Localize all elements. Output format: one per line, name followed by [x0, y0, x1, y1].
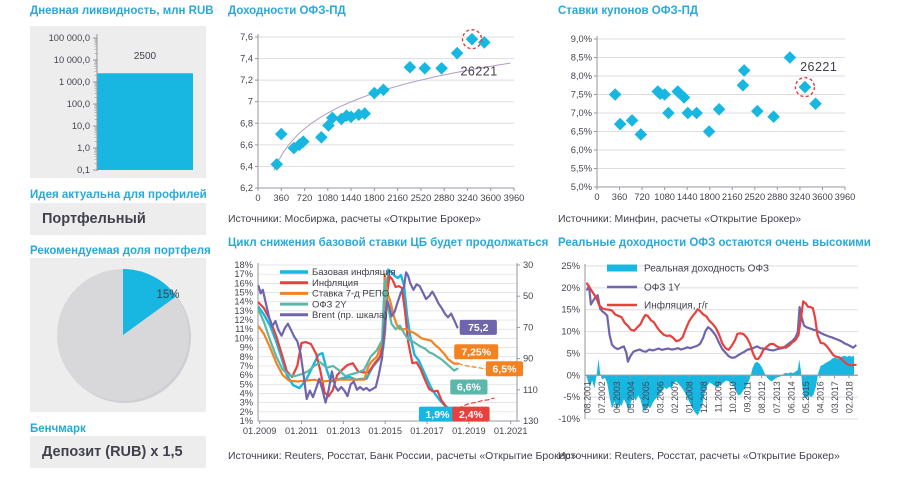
- svg-text:2880: 2880: [433, 193, 455, 203]
- svg-text:70: 70: [523, 322, 534, 333]
- svg-text:-5%: -5%: [563, 392, 580, 403]
- svg-text:01.2013: 01.2013: [326, 426, 361, 436]
- svg-text:10%: 10%: [234, 333, 253, 344]
- svg-text:05.2015: 05.2015: [800, 381, 811, 414]
- svg-text:Реальная доходность ОФЗ: Реальная доходность ОФЗ: [644, 263, 770, 275]
- svg-text:2500: 2500: [133, 51, 157, 62]
- svg-text:06.2003: 06.2003: [611, 381, 622, 414]
- share-chart-title: Рекомендуемая доля портфеля: [30, 245, 211, 257]
- svg-text:3960: 3960: [834, 192, 856, 202]
- svg-text:5%: 5%: [239, 379, 253, 390]
- svg-text:7,2: 7,2: [240, 75, 253, 86]
- svg-text:360: 360: [273, 193, 290, 203]
- svg-text:1800: 1800: [699, 192, 721, 202]
- svg-text:1080: 1080: [317, 193, 339, 203]
- svg-text:04.2005: 04.2005: [640, 381, 651, 414]
- svg-text:4%: 4%: [239, 388, 253, 399]
- svg-text:01.2011: 01.2011: [285, 426, 318, 436]
- svg-text:6,5%: 6,5%: [492, 363, 517, 376]
- svg-text:1440: 1440: [676, 192, 698, 202]
- svg-text:16%: 16%: [234, 278, 253, 289]
- svg-text:07.2013: 07.2013: [771, 381, 782, 414]
- svg-text:10,0: 10,0: [71, 121, 90, 131]
- svg-text:Инфляция: Инфляция: [312, 277, 359, 289]
- svg-text:06.2014: 06.2014: [786, 381, 797, 414]
- svg-text:08.2012: 08.2012: [757, 381, 768, 414]
- svg-text:11.2009: 11.2009: [713, 381, 724, 413]
- profile-title: Идея актуальна для профилей: [30, 189, 207, 201]
- svg-text:6,6: 6,6: [240, 139, 253, 150]
- svg-text:3600: 3600: [812, 192, 833, 202]
- liquidity-chart-title: Дневная ликвидность, млн RUB: [30, 5, 214, 17]
- svg-text:5,0%: 5,0%: [570, 182, 592, 192]
- cb-rate-cycle-chart: [222, 250, 540, 450]
- svg-text:Ставка 7-д РЕПО: Ставка 7-д РЕПО: [312, 288, 390, 300]
- svg-text:90: 90: [523, 353, 534, 364]
- svg-text:ОФЗ 1Y: ОФЗ 1Y: [644, 282, 681, 294]
- svg-text:13%: 13%: [234, 305, 253, 316]
- svg-text:8,5%: 8,5%: [570, 52, 592, 63]
- svg-text:7,0%: 7,0%: [570, 108, 592, 118]
- ofz-yields-scatter-chart: [222, 20, 542, 216]
- svg-text:12%: 12%: [234, 315, 253, 326]
- svg-text:10.2010: 10.2010: [728, 381, 739, 414]
- svg-text:02.2018: 02.2018: [844, 381, 855, 414]
- svg-text:2160: 2160: [387, 193, 408, 203]
- svg-text:15%: 15%: [234, 287, 253, 298]
- svg-text:09.2011: 09.2011: [742, 381, 753, 413]
- svg-text:100 000,0: 100 000,0: [48, 33, 90, 43]
- svg-text:9,0%: 9,0%: [570, 34, 592, 44]
- pie-slice-label: 15%: [156, 289, 180, 301]
- svg-text:12.2008: 12.2008: [699, 381, 710, 414]
- svg-text:1,9%: 1,9%: [425, 408, 450, 421]
- liquidity-bar-chart: [30, 26, 206, 178]
- svg-text:720: 720: [296, 193, 313, 203]
- svg-text:05.2004: 05.2004: [626, 381, 637, 414]
- svg-text:04.2016: 04.2016: [815, 381, 826, 414]
- coupons-chart-title: Ставки купонов ОФЗ-ПД: [558, 5, 699, 17]
- svg-text:1 000,0: 1 000,0: [58, 77, 90, 87]
- svg-text:8,0%: 8,0%: [570, 71, 592, 81]
- svg-text:25%: 25%: [561, 261, 580, 271]
- svg-text:30: 30: [523, 260, 534, 270]
- svg-text:7,6: 7,6: [240, 32, 253, 42]
- profile-value-box: Портфельный: [30, 203, 206, 235]
- svg-text:03.2006: 03.2006: [655, 381, 666, 414]
- svg-text:20%: 20%: [561, 282, 580, 293]
- svg-text:15%: 15%: [561, 304, 580, 315]
- svg-text:2520: 2520: [744, 192, 766, 202]
- svg-text:01.2019: 01.2019: [452, 426, 486, 436]
- svg-text:6,8: 6,8: [240, 118, 253, 129]
- svg-text:2160: 2160: [721, 192, 743, 202]
- svg-text:7,25%: 7,25%: [461, 346, 492, 359]
- svg-text:01.2009: 01.2009: [242, 426, 277, 436]
- real-yields-source: Источники: Reuters, Росстат, расчеты «Открытие Брокер»: [558, 450, 840, 462]
- svg-text:07.2002: 07.2002: [597, 381, 608, 414]
- svg-text:26221: 26221: [460, 64, 498, 79]
- svg-text:2,4%: 2,4%: [459, 408, 483, 421]
- svg-text:01.2017: 01.2017: [410, 426, 444, 436]
- svg-text:14%: 14%: [234, 296, 253, 307]
- svg-text:75,2: 75,2: [468, 322, 489, 335]
- svg-text:02.2007: 02.2007: [669, 381, 680, 414]
- svg-text:ОФЗ 2Y: ОФЗ 2Y: [312, 299, 347, 311]
- svg-text:100,0: 100,0: [66, 99, 90, 109]
- svg-text:1800: 1800: [364, 193, 385, 203]
- svg-text:6,5%: 6,5%: [570, 126, 592, 137]
- benchmark-title: Бенчмарк: [30, 423, 86, 435]
- svg-text:-10%: -10%: [558, 414, 580, 424]
- svg-text:360: 360: [611, 192, 628, 202]
- svg-text:7,5%: 7,5%: [570, 89, 592, 100]
- svg-text:6,0%: 6,0%: [570, 145, 592, 155]
- svg-text:Базовая инфляция: Базовая инфляция: [312, 267, 396, 279]
- svg-text:7,4: 7,4: [240, 53, 253, 64]
- svg-text:130: 130: [523, 416, 539, 426]
- coupons-source: Источники: Минфин, расчеты «Открытие Брокер»: [558, 213, 802, 225]
- svg-text:18%: 18%: [234, 260, 253, 270]
- cb-cycle-source: Источники: Reuters, Росстат, Банк России, расчеты «Открытие Брокер»: [228, 450, 577, 462]
- svg-text:720: 720: [634, 192, 650, 202]
- svg-text:10%: 10%: [561, 326, 580, 337]
- yields-source: Источники: Мосбиржа, расчеты «Открытие Брокер»: [228, 213, 481, 225]
- svg-text:11%: 11%: [235, 324, 253, 335]
- svg-text:08.2001: 08.2001: [582, 381, 593, 414]
- svg-text:3600: 3600: [480, 193, 502, 203]
- yields-chart-title: Доходности ОФЗ-ПД: [228, 5, 346, 17]
- ofz-coupons-scatter-chart: [552, 20, 882, 216]
- svg-text:2%: 2%: [239, 406, 253, 417]
- svg-text:6,4: 6,4: [240, 161, 253, 172]
- benchmark-value-box: Депозит (RUB) x 1,5: [30, 436, 206, 468]
- svg-text:0,1: 0,1: [77, 165, 90, 175]
- svg-text:0: 0: [594, 192, 600, 202]
- svg-text:50: 50: [523, 291, 534, 302]
- svg-text:17%: 17%: [234, 269, 253, 280]
- svg-text:0%: 0%: [566, 370, 580, 381]
- cb-cycle-chart-title: Цикл снижения базовой ставки ЦБ будет продолжаться: [228, 237, 549, 249]
- svg-text:2880: 2880: [767, 192, 788, 202]
- svg-text:8%: 8%: [239, 351, 253, 362]
- svg-text:01.2021: 01.2021: [493, 426, 528, 436]
- svg-text:6%: 6%: [239, 370, 253, 381]
- svg-text:1440: 1440: [340, 193, 362, 203]
- svg-text:10 000,0: 10 000,0: [53, 55, 90, 65]
- svg-text:7: 7: [247, 96, 253, 107]
- svg-text:1,0: 1,0: [77, 143, 90, 153]
- portfolio-share-pie: [30, 258, 206, 412]
- svg-text:0: 0: [255, 193, 261, 203]
- svg-text:3240: 3240: [457, 193, 478, 203]
- svg-text:1%: 1%: [239, 416, 253, 426]
- svg-text:6,2: 6,2: [240, 183, 253, 193]
- svg-text:01.2008: 01.2008: [684, 381, 695, 414]
- svg-text:3%: 3%: [239, 397, 253, 408]
- svg-text:01.2015: 01.2015: [368, 426, 403, 436]
- svg-text:26221: 26221: [800, 59, 838, 74]
- svg-text:3240: 3240: [789, 192, 811, 202]
- svg-text:Brent (пр. шкала): Brent (пр. шкала): [312, 310, 388, 321]
- svg-text:5,5%: 5,5%: [570, 163, 592, 174]
- svg-text:03.2017: 03.2017: [830, 381, 841, 414]
- svg-text:5%: 5%: [566, 348, 580, 359]
- real-yields-chart-title: Реальные доходности ОФЗ остаются очень высокими: [558, 237, 871, 249]
- svg-text:Инфляция, г/г: Инфляция, г/г: [644, 300, 709, 312]
- svg-text:3960: 3960: [503, 193, 525, 203]
- svg-text:6,6%: 6,6%: [456, 381, 481, 394]
- svg-text:1080: 1080: [654, 192, 675, 202]
- svg-text:2520: 2520: [410, 193, 432, 203]
- real-yields-chart: [552, 250, 886, 464]
- svg-text:9%: 9%: [239, 342, 253, 353]
- svg-text:110: 110: [523, 384, 538, 395]
- svg-text:7%: 7%: [239, 360, 253, 371]
